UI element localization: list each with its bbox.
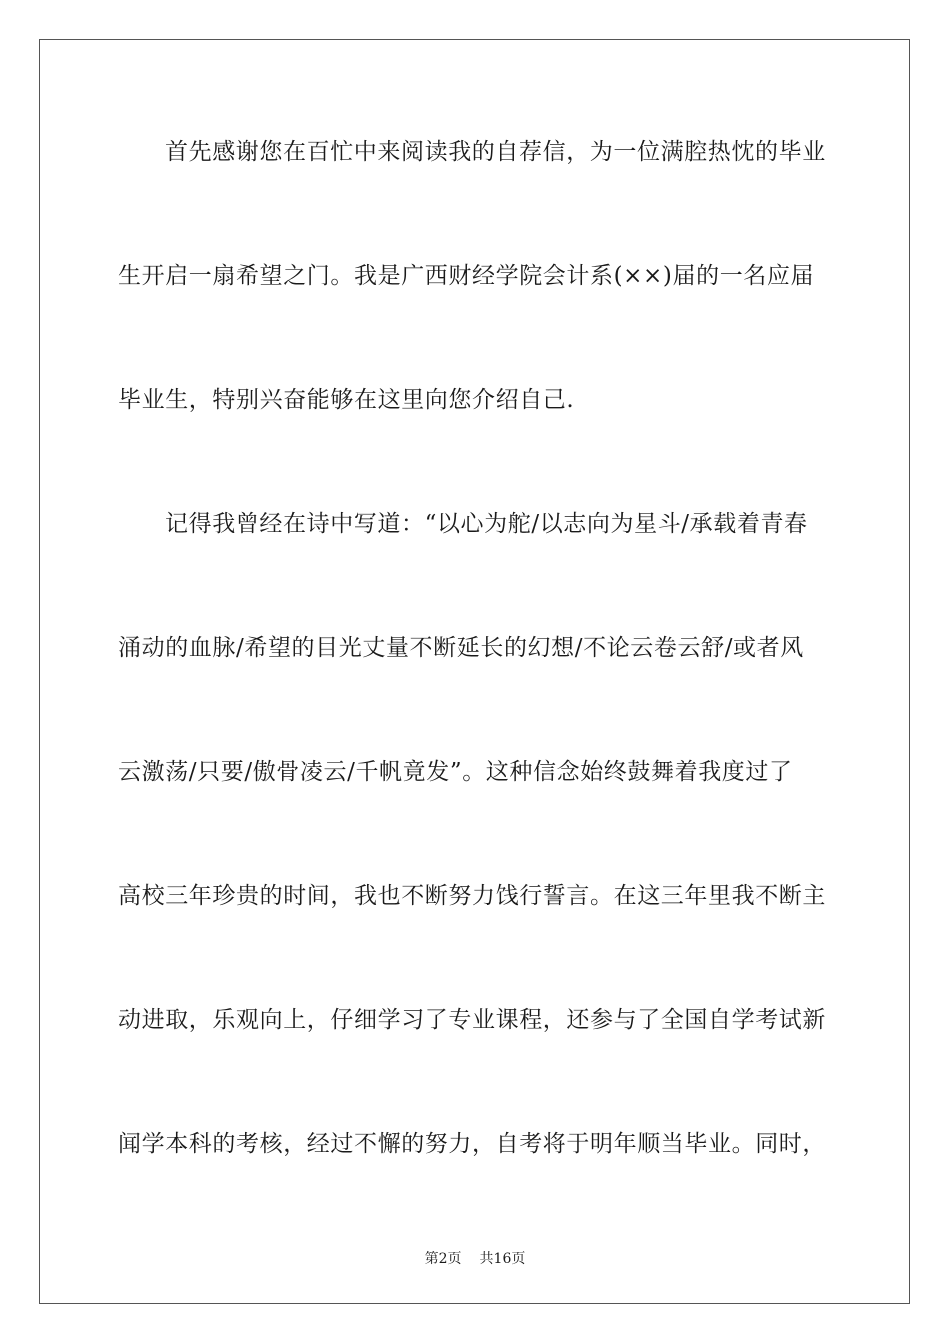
paragraph-2-line-4: 高校三年珍贵的时间，我也不断努力饯行誓言。在这三年里我不断主 [118,883,826,909]
paragraph-1-line-3: 毕业生，特别兴奋能够在这里向您介绍自己. [118,387,575,413]
paragraph-1-line-2: 生开启一扇希望之门。我是广西财经学院会计系(××)届的一名应届 [118,263,815,289]
page-number: 第2页 [424,1251,462,1267]
paragraph-2-line-1: 记得我曾经在诗中写道：“以心为舵/以志向为星斗/承载着青春 [165,511,808,537]
paragraph-2-line-6: 闻学本科的考核，经过不懈的努力，自考将于明年顺当毕业。同时， [118,1131,826,1157]
page-footer [0,1250,950,1268]
paragraph-2-line-5: 动进取，乐观向上，仔细学习了专业课程，还参与了全国自学考试新 [118,1007,826,1033]
paragraph-1-line-1: 首先感谢您在百忙中来阅读我的自荐信，为一位满腔热忱的毕业 [165,139,826,165]
page-frame [39,39,910,1304]
page-total: 共16页 [479,1251,526,1267]
paragraph-2-line-2: 涌动的血脉/希望的目光丈量不断延长的幻想/不论云卷云舒/或者风 [118,635,804,661]
paragraph-2-line-3: 云激荡/只要/傲骨凌云/千帆竟发”。这种信念始终鼓舞着我度过了 [118,759,793,785]
